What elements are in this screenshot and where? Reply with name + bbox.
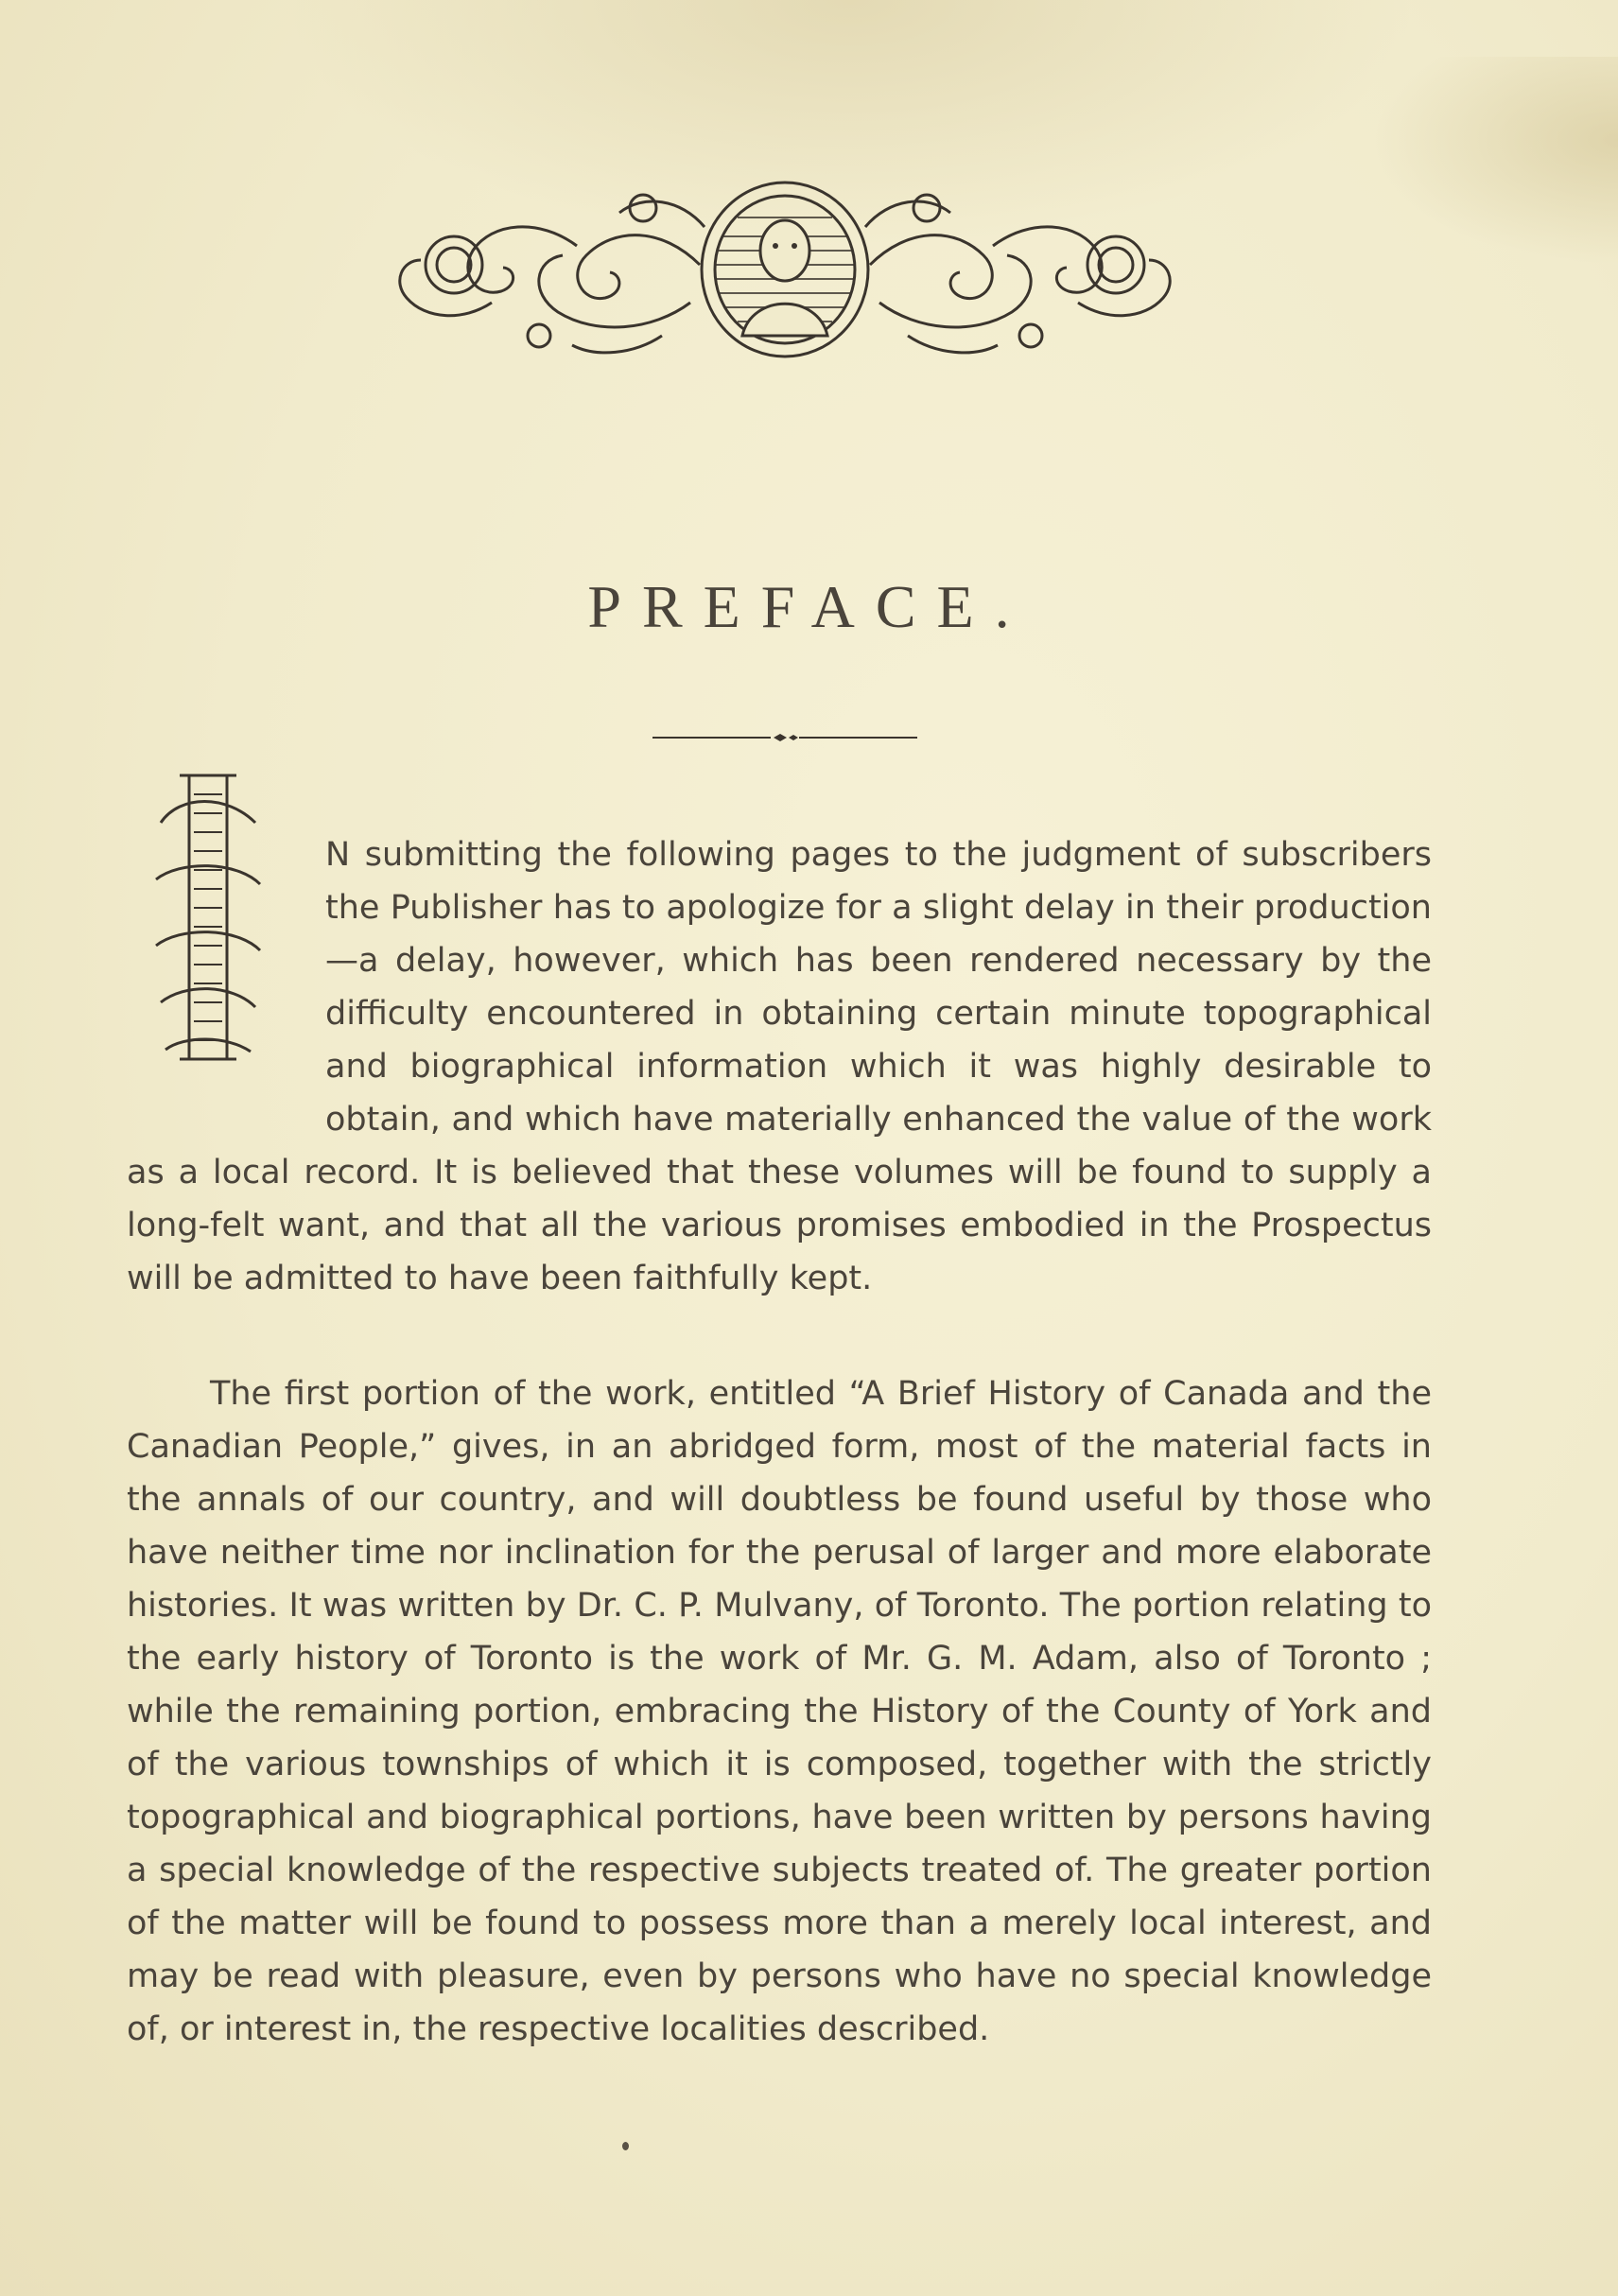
ornamental-headpiece	[378, 170, 1192, 369]
paper-stain	[1372, 57, 1618, 265]
paragraph-2: The first portion of the work, entitled “A Brief History of Canada and the Canadian People,” gives, in an abridged form, most of the material facts in the annals of our country, and will doubtless be found useful by those who have neither time nor inclination for the perusal of larger and more elaborate histories. It was written by Dr. C. P. Mulvany, of Toronto. The portion relating to the early history of Toronto is the work of Mr. G. M. Adam, also of Toronto ; while the remaining portion, embracing the History of the County of York and of the various townships of which it is composed, together with the strictly topographical and biographical portions, have been written by persons having a special knowledge of the respective subjects treated of. The greater portion of the matter will be found to possess more than a merely local interest, and may be read with pleasure, even by persons who have no special knowledge of, or interest in, the respective localities described.	[127, 1375, 1432, 2048]
paragraph-1	[127, 828, 1432, 1305]
dropcap-space	[127, 828, 325, 1140]
title-divider	[652, 728, 917, 747]
ink-dot	[622, 2142, 629, 2150]
paragraph-1-text: N submitting the following pages to the judgment of subscribers the Publisher has to apologize for a slight delay in their production—a delay, however, which has been rendered necessary by the difficulty encountered in obtaining certain minute topographical and biographical information which it was highly desirable to obtain, and which have materially enhanced the value of the work as a local record. It is believed that these volumes will be found to supply a long-felt want, and that all the various promises embodied in the Prospectus will be admitted to have been faithfully kept.	[127, 836, 1432, 1297]
page-title: PREFACE.	[587, 573, 1031, 640]
